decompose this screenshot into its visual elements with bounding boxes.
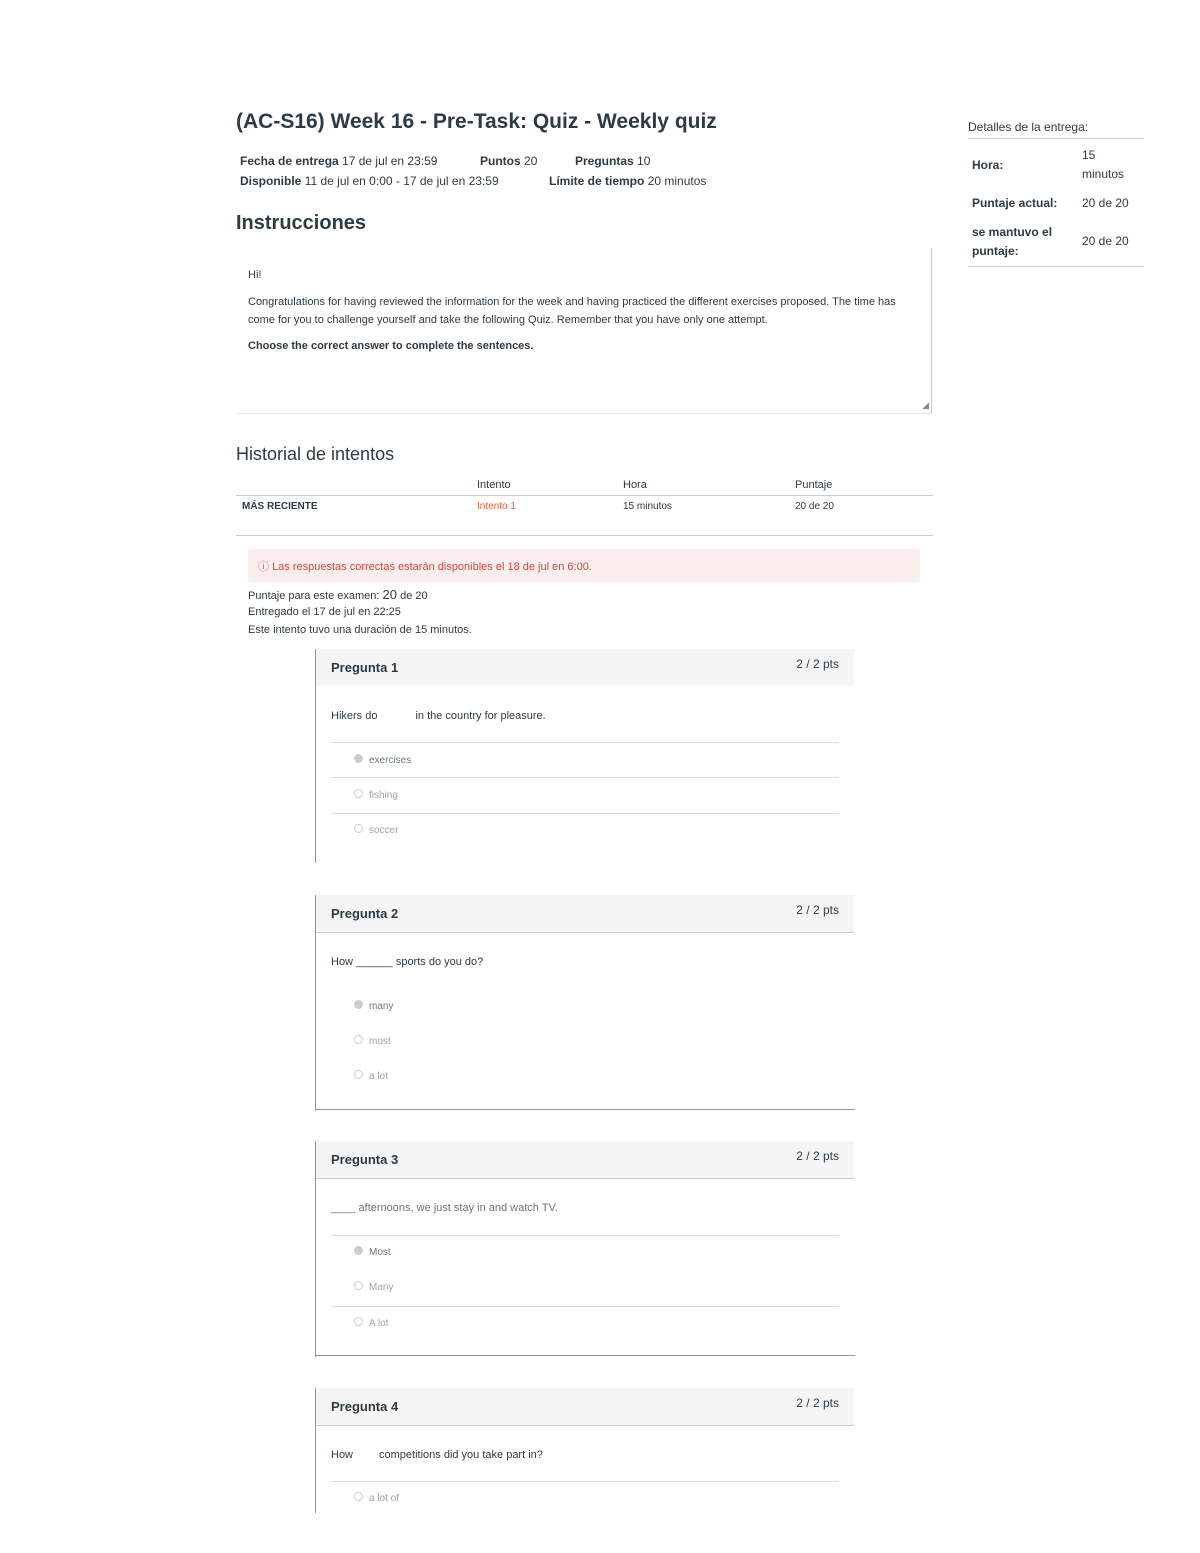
question-text: How ______ sports do you do? <box>331 956 484 968</box>
divider <box>331 777 839 778</box>
question-title: Pregunta 1 <box>331 660 399 675</box>
radio-selected-icon[interactable] <box>354 1246 363 1255</box>
radio-selected-icon[interactable] <box>354 1000 363 1009</box>
questions-count <box>575 154 650 168</box>
score-value: 20 <box>382 587 398 602</box>
detail-kept-score-value: 20 de 20 <box>1082 234 1129 248</box>
column-header-time: Hora <box>623 479 647 491</box>
points-label: Puntos <box>480 154 521 168</box>
time-limit-value: 20 minutos <box>647 174 707 188</box>
divider <box>316 1109 855 1110</box>
column-header-score: Puntaje <box>795 479 833 491</box>
time-limit <box>549 174 706 188</box>
question-3 <box>315 1141 854 1357</box>
divider <box>331 813 839 814</box>
questions-label: Preguntas <box>575 154 634 168</box>
divider <box>331 1235 839 1236</box>
question-1 <box>315 649 854 863</box>
question-points: 2 / 2 pts <box>796 1396 839 1410</box>
due-value: 17 de jul en 23:59 <box>342 154 438 168</box>
question-text <box>331 1449 543 1461</box>
points-value: 20 <box>524 154 538 168</box>
submitted-date: Entregado el 17 de jul en 22:25 <box>248 606 401 618</box>
answer-option[interactable]: most <box>354 1036 391 1047</box>
column-header-attempt: Intento <box>477 479 511 491</box>
answer-option[interactable]: exercises <box>354 755 411 766</box>
available-value: 11 de jul en 0:00 - 17 de jul en 23:59 <box>304 174 499 188</box>
question-4 <box>315 1388 854 1513</box>
divider <box>331 1306 839 1307</box>
question-points: 2 / 2 pts <box>796 1149 839 1163</box>
points <box>480 154 537 168</box>
detail-kept-score-label: se mantuvo el puntaje: <box>972 225 1053 258</box>
radio-icon[interactable] <box>354 789 363 798</box>
radio-icon[interactable] <box>354 1492 363 1501</box>
info-icon: ⓘ <box>258 561 269 573</box>
radio-selected-icon[interactable] <box>354 754 363 763</box>
attempt-duration: Este intento tuvo una duración de 15 minutos. <box>248 624 472 636</box>
exam-score <box>248 587 428 602</box>
radio-icon[interactable] <box>354 1317 363 1326</box>
page-title: (AC-S16) Week 16 - Pre-Task: Quiz - Weekly quiz <box>236 110 717 133</box>
question-text-start: How <box>331 1449 354 1461</box>
answer-option[interactable]: a lot <box>354 1071 388 1082</box>
answer-option[interactable]: A lot <box>354 1318 388 1329</box>
divider <box>331 742 839 743</box>
radio-icon[interactable] <box>354 1070 363 1079</box>
resize-handle-icon[interactable]: ◢ <box>922 400 929 410</box>
question-header <box>316 1141 854 1179</box>
available-label: Disponible <box>240 174 302 188</box>
question-text-end: competitions did you take part in? <box>379 1449 543 1461</box>
due-label: Fecha de entrega <box>240 154 339 168</box>
attempt-score: 20 de 20 <box>795 501 834 512</box>
question-text-end: in the country for pleasure. <box>415 710 546 722</box>
instructions-paragraph: Congratulations for having reviewed the information for the week and having practiced the different exercises proposed. The time has come for you to challenge yourself and take the following Quiz. Remember that you have only one attempt. <box>248 296 896 326</box>
radio-icon[interactable] <box>354 824 363 833</box>
question-title: Pregunta 4 <box>331 1399 399 1414</box>
question-header <box>316 1388 854 1426</box>
answer-option[interactable]: Most <box>354 1247 391 1258</box>
alert-text: Las respuestas correctas estarán disponibles el 18 de jul en 6:00. <box>272 561 592 573</box>
answer-option[interactable]: a lot of <box>354 1493 399 1504</box>
question-text-start: Hikers do <box>331 710 378 722</box>
answer-option[interactable]: Many <box>354 1282 393 1293</box>
question-text: ____ afternoons, we just stay in and watch TV. <box>331 1202 558 1214</box>
divider <box>316 1355 855 1356</box>
score-prefix: Puntaje para este examen: <box>248 590 380 602</box>
question-header <box>316 649 854 686</box>
question-text <box>331 710 546 722</box>
attempt-time: 15 minutos <box>623 501 672 512</box>
divider <box>236 495 933 496</box>
question-title: Pregunta 2 <box>331 906 399 921</box>
detail-time-value: 15 minutos <box>1082 148 1125 181</box>
answer-option[interactable]: soccer <box>354 825 398 836</box>
instructions-heading: Instrucciones <box>236 212 367 234</box>
detail-score-value: 20 de 20 <box>1082 196 1129 210</box>
question-2 <box>315 895 854 1111</box>
instructions-directive: Choose the correct answer to complete the sentences. <box>248 340 534 352</box>
divider <box>968 266 1144 267</box>
submission-details-title: Detalles de la entrega: <box>968 120 1089 134</box>
radio-icon[interactable] <box>354 1281 363 1290</box>
detail-score-label: Puntaje actual: <box>972 196 1058 210</box>
detail-time-label: Hora: <box>972 158 1004 172</box>
divider <box>968 138 1144 139</box>
availability <box>240 174 499 188</box>
instructions-greeting: Hi! <box>248 269 262 281</box>
answer-option[interactable]: fishing <box>354 790 398 801</box>
attempt-history-heading: Historial de intentos <box>236 444 395 464</box>
answers-available-alert <box>248 549 920 582</box>
due-date <box>240 154 437 168</box>
questions-value: 10 <box>637 154 651 168</box>
time-limit-label: Límite de tiempo <box>549 174 645 188</box>
score-suffix: de 20 <box>400 590 428 602</box>
question-header <box>316 895 854 933</box>
question-title: Pregunta 3 <box>331 1152 399 1167</box>
radio-icon[interactable] <box>354 1035 363 1044</box>
attempt-link[interactable]: Intento 1 <box>477 501 516 512</box>
divider <box>331 1481 839 1482</box>
divider <box>236 535 933 536</box>
most-recent-tag: MÁS RECIENTE <box>242 501 318 512</box>
question-points: 2 / 2 pts <box>796 657 839 671</box>
question-points: 2 / 2 pts <box>796 903 839 917</box>
answer-option[interactable]: many <box>354 1001 393 1012</box>
